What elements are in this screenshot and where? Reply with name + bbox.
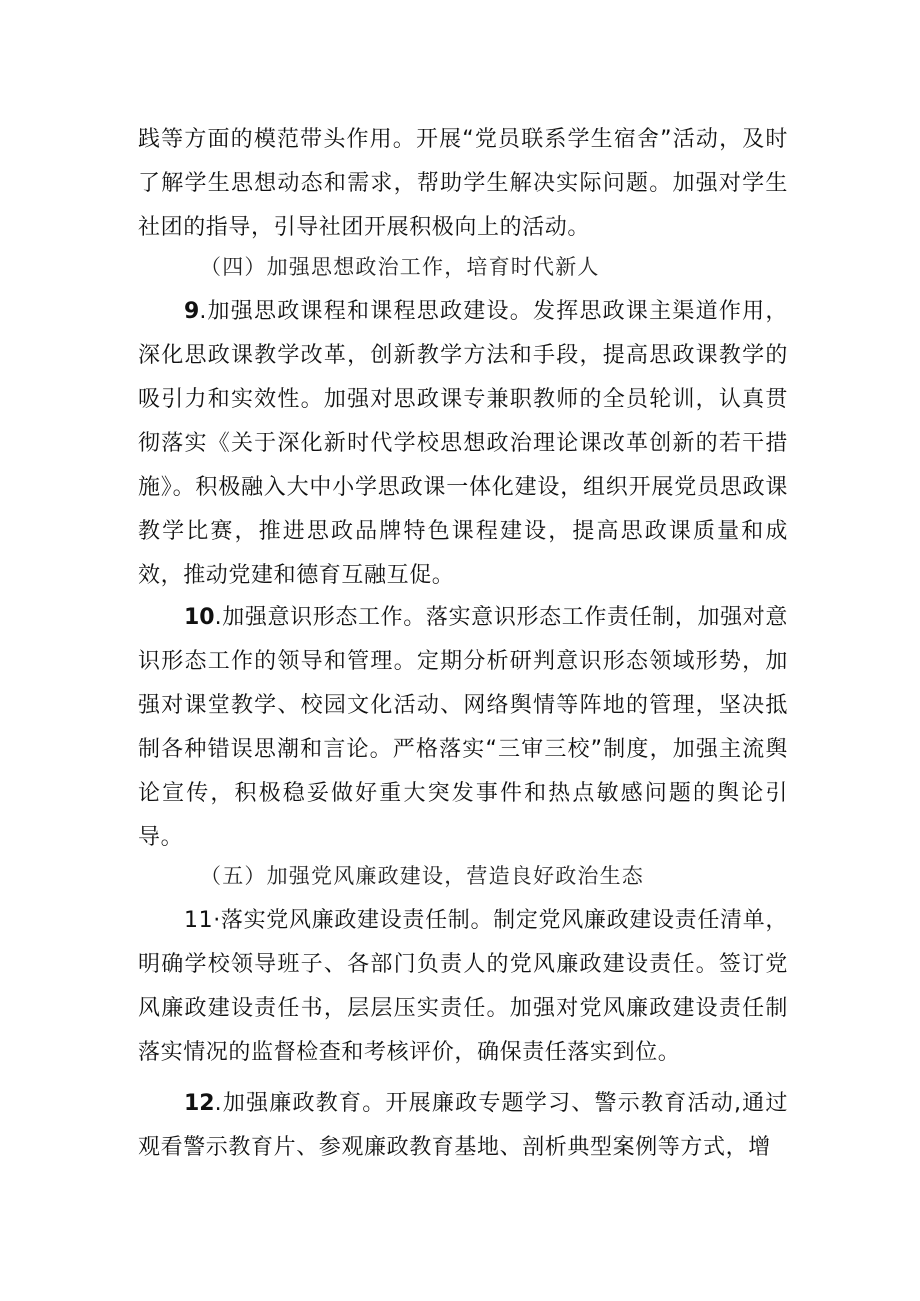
- item-11-text: ·落实党风廉政建设责任制。制定党风廉政建设责任清单，明确学校领导班子、各部门负责人的党风廉政建设责任。签订党风廉政建设责任书，层层压实责任。加强对党风廉政建设责任制落实情况的监督检查和考核评价，确保责任落实到位。: [138, 908, 788, 1065]
- item-number-12: 12: [184, 1091, 215, 1116]
- item-number-11: 11: [184, 908, 214, 933]
- item-number-10: 10: [184, 605, 215, 630]
- paragraph-item-9: [138, 290, 788, 598]
- section-heading-4: （四）加强思想政治工作，培育时代新人: [200, 255, 600, 279]
- item-number-9: 9: [184, 299, 200, 324]
- item-12-text: .加强廉政教育。开展廉政专题学习、警示教育活动,通过观看警示教育片、参观廉政教育基地、剖析典型案例等方式，增: [138, 1091, 788, 1160]
- section-heading-5: （五）加强党风廉政建设，营造良好政治生态: [200, 864, 644, 888]
- paragraph-continuation: 践等方面的模范带头作用。开展“党员联系学生宿舍”活动，及时了解学生思想动态和需求，帮助学生解决实际问题。加强对学生社团的指导，引导社团开展积极向上的活动。: [138, 127, 788, 240]
- paragraph-item-10: [138, 596, 788, 860]
- item-10-text: .加强意识形态工作。落实意识形态工作责任制，加强对意识形态工作的领导和管理。定期分析研判意识形态领域形势，加强对课堂教学、校园文化活动、网络舆情等阵地的管理，坚决抵制各种错误思潮和言论。严格落实“三审三校”制度，加强主流舆论宣传，积极稳妥做好重大突发事件和热点敏感问题的舆论引导。: [138, 605, 788, 850]
- paragraph-item-12: [138, 1082, 788, 1170]
- paragraph-item-11: [138, 899, 788, 1075]
- item-9-text: .加强思政课程和课程思政建设。发挥思政课主渠道作用，深化思政课教学改革，创新教学方法和手段，提高思政课教学的吸引力和实效性。加强对思政课专兼职教师的全员轮训，认真贯彻落实《关于深化新时代学校思想政治理论课改革创新的若干措施》。积极融入大中小学思政课一体化建设，组织开展党员思政课教学比赛，推进思政品牌特色课程建设，提高思政课质量和成效，推动党建和德育互融互促。: [138, 299, 788, 588]
